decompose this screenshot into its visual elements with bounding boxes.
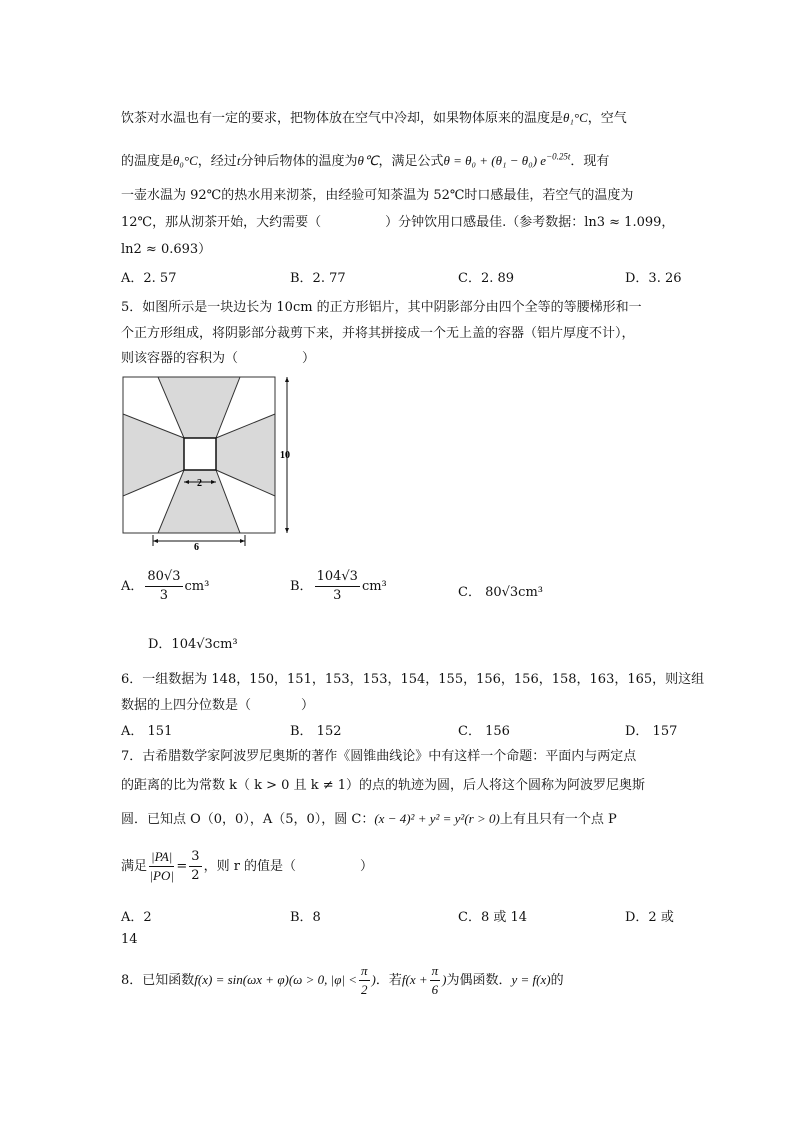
denominator: 3 — [333, 588, 342, 603]
arrow-head — [153, 539, 158, 543]
condition: (ω > 0, |φ| < — [288, 972, 357, 987]
paren: ) — [442, 972, 447, 987]
q6-option-a[interactable]: A． 151 — [121, 724, 173, 739]
formula-exponent: −0.25t — [546, 151, 571, 162]
q8-text: 8．已知函数 — [121, 973, 195, 988]
denominator: |PO| — [149, 868, 174, 883]
q4-text: 饮茶对水温也有一定的要求，把物体放在空气中冷却，如果物体原来的温度是 — [121, 111, 564, 126]
q5-option-d[interactable]: D．104√3cm³ — [148, 637, 238, 652]
q7-line1: 7．古希腊数学家阿波罗尼奥斯的著作《圆锥曲线论》中有这样一个命题：平面内与两定点 — [121, 749, 637, 764]
ratio-fraction — [149, 848, 174, 885]
theta1: θ₁°C — [563, 110, 588, 125]
numerator: π — [359, 962, 370, 981]
fraction — [315, 568, 360, 605]
q4-line1 — [121, 107, 627, 126]
shifted-function: f(x + — [401, 972, 428, 987]
equals: = — [176, 859, 188, 874]
q5-option-c[interactable]: C． 80√3cm³ — [458, 585, 543, 600]
denominator: 3 — [159, 588, 169, 603]
q7-line4 — [121, 848, 373, 885]
arrow-head — [240, 539, 245, 543]
q4-option-a[interactable]: A．2. 57 — [121, 271, 177, 286]
side-label: 10 — [280, 450, 290, 461]
q5-line1: 5．如图所示是一块边长为 10cm 的正方形铝片，其中阴影部分由四个全等的等腰梯形和一 — [121, 300, 642, 315]
function-y: y = f(x) — [511, 972, 551, 987]
q7-option-d[interactable]: D．2 或 — [625, 910, 674, 925]
pi-sixth — [430, 962, 441, 999]
numerator: π — [430, 962, 441, 981]
q4-text: ，经过 — [197, 154, 237, 169]
pi-half — [359, 962, 370, 999]
q5-text: 则该容器的容积为（ — [121, 351, 239, 366]
q4-text: ，满足公式 — [378, 154, 444, 169]
q7-text: ，则 r 的值是（ — [203, 859, 297, 874]
q8-text: 的 — [550, 973, 564, 988]
denominator: 6 — [431, 982, 439, 997]
arrow-head — [285, 377, 289, 382]
q6-text: 数据的上四分位数是（ — [121, 698, 252, 713]
q4-option-c[interactable]: C．2. 89 — [458, 271, 515, 286]
unit: cm³ — [184, 579, 210, 594]
center-square — [184, 438, 216, 470]
circle-equation: (x − 4)² + y² = y²(r > 0) — [374, 811, 500, 826]
q5-text: ） — [302, 351, 316, 366]
arrow-head — [285, 528, 289, 533]
q7-option-c[interactable]: C．8 或 14 — [458, 910, 528, 925]
q4-text: ，空气 — [587, 111, 627, 126]
numerator: 80√3 — [145, 568, 182, 587]
theta0: θ₀°C — [173, 153, 198, 168]
q7-text: 上有且只有一个点 P — [499, 812, 617, 827]
q4-text: 的温度是 — [121, 154, 174, 169]
q6-option-b[interactable]: B． 152 — [290, 724, 342, 739]
unit: cm³ — [361, 579, 387, 594]
q5-option-a[interactable] — [121, 568, 209, 605]
q6-line2 — [121, 694, 314, 713]
q6-text: ） — [301, 698, 315, 713]
t-var: t — [236, 153, 241, 168]
paren: ) — [371, 972, 376, 987]
q7-option-d-wrap: 14 — [121, 932, 138, 947]
q7-text: 圆．已知点 O（0，0），A（5，0），圆 C： — [121, 812, 375, 827]
q6-option-c[interactable]: C． 156 — [458, 724, 510, 739]
square-figure — [118, 372, 298, 552]
option-label: B． — [290, 579, 313, 594]
q4-line4 — [121, 211, 674, 230]
q7-option-a[interactable]: A．2 — [121, 910, 152, 925]
q4-text: 分钟后物体的温度为 — [240, 154, 358, 169]
q5-line2: 个正方形组成，将阴影部分裁剪下来，并将其拼接成一个无上盖的容器（铝片厚度不计）， — [121, 326, 635, 341]
q4-option-b[interactable]: B．2. 77 — [290, 271, 346, 286]
theta: θ℃ — [357, 153, 379, 168]
option-label: A． — [121, 579, 144, 594]
q8-text: ．若 — [375, 973, 402, 988]
q4-line2 — [121, 150, 609, 169]
q4-text: ．现有 — [570, 154, 610, 169]
fraction — [145, 568, 182, 605]
denominator: 2 — [361, 982, 368, 997]
numerator: 3 — [189, 848, 201, 867]
q8-text: 为偶函数． — [446, 973, 512, 988]
numerator: 104√3 — [315, 568, 360, 587]
q8-line1 — [121, 962, 564, 999]
q7-text: 满足 — [121, 859, 148, 874]
cooling-formula: θ = θ₀ + (θ₁ − θ₀) e — [443, 153, 547, 168]
numerator: |PA| — [149, 848, 174, 867]
q6-option-d[interactable]: D． 157 — [625, 724, 678, 739]
q4-text: ）分钟饮用口感最佳.（参考数据：ln3 ≈ 1.099， — [385, 215, 675, 230]
q7-line3 — [121, 808, 617, 827]
q7-option-b[interactable]: B．8 — [290, 910, 321, 925]
q7-text: ） — [360, 859, 374, 874]
q4-line3: 一壶水温为 92℃的热水用来沏茶，由经验可知茶温为 52℃时口感最佳，若空气的温度为 — [121, 188, 634, 203]
q5-option-b[interactable] — [290, 568, 387, 605]
base-label: 6 — [194, 542, 199, 552]
denominator: 2 — [191, 868, 200, 883]
q4-line5: ln2 ≈ 0.693） — [121, 242, 212, 257]
q7-line2: 的距离的比为常数 k（ k > 0 且 k ≠ 1）的点的轨迹为圆，后人将这个圆称为阿波罗尼奥斯 — [121, 778, 646, 793]
function-def: f(x) = sin(ωx + φ) — [194, 972, 289, 987]
q5-line3 — [121, 347, 315, 366]
inner-label: 2 — [197, 478, 202, 489]
q6-line1: 6．一组数据为 148，150，151，153，153，154，155，156，156，158，163，165，则这组 — [121, 672, 705, 687]
q4-option-d[interactable]: D．3. 26 — [625, 271, 682, 286]
value-fraction — [189, 848, 201, 885]
q4-text: 12℃，那从沏茶开始，大约需要（ — [121, 215, 322, 230]
